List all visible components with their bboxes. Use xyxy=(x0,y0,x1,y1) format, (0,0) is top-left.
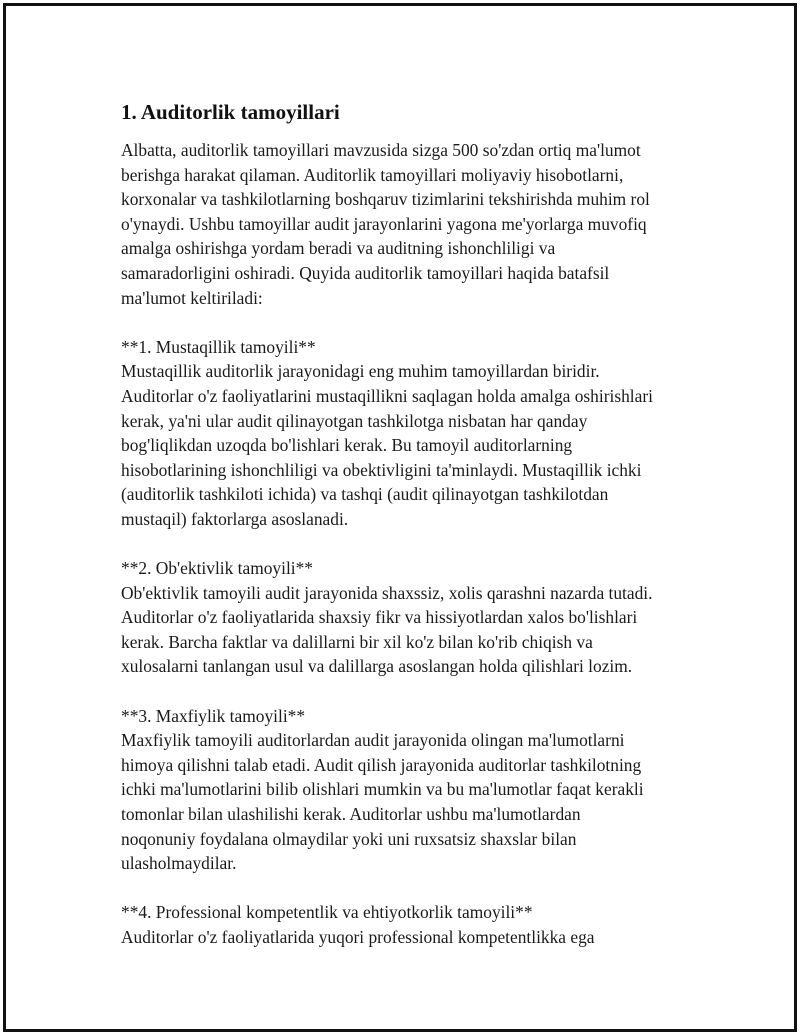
section-body-4: Auditorlar o'z faoliyatlarida yuqori professional kompetentlikka ega xyxy=(121,927,595,947)
page-title: 1. Auditorlik tamoyillari xyxy=(121,100,340,124)
intro-paragraph: Albatta, auditorlik tamoyillari mavzusida sizga 500 so'zdan ortiq ma'lumot berishga harakat qilaman. Auditorlik tamoyillari moliyaviy hisobotlarni, korxonalar va tashkilotlarning boshqaruv tizimlarini tekshirishda muhim rol o'ynaydi. Ushbu tamoyillar audit jarayonlarini yagona me'yorlarga muvofiq amalga oshirishga yordam beradi va auditning ishonchliligi va samaradorligini oshiradi. Quyida auditorlik tamoyillari haqida batafsil ma'lumot keltiriladi: xyxy=(121,140,650,308)
paragraph-spacer xyxy=(121,876,721,901)
section-heading-1: **1. Mustaqillik tamoyili** xyxy=(121,336,316,357)
section-heading-4: **4. Professional kompetentlik va ehtiyotkorlik tamoyili** xyxy=(121,902,533,923)
section-heading-2: **2. Ob'ektivlik tamoyili** xyxy=(121,558,314,579)
page-frame xyxy=(3,3,797,1032)
paragraph-spacer xyxy=(121,310,721,335)
section-body-3: Maxfiylik tamoyili auditorlardan audit jarayonida olingan ma'lumotlarni himoya qilishni talab etadi. Audit qilish jarayonida auditorlar tashkilotning ichki ma'lumotlarini bilib olishlari mumkin va bu ma'lumotlar faqat kerakli tomonlar bilan ulashilishi kerak. Auditorlar ushbu ma'lumotlardan noqonuniy foydalana olmaydilar yoki uni ruxsatsiz shaxslar bilan ulasholmaydilar. xyxy=(121,730,644,874)
document-body xyxy=(121,98,721,950)
section-body-2: Ob'ektivlik tamoyili audit jarayonida shaxssiz, xolis qarashni nazarda tutadi. Auditorlar o'z faoliyatlarida shaxsiy fikr va hissiyotlardan xalos bo'lishlari kerak. Barcha faktlar va dalillarni bir xil ko'z bilan ko'rib chiqish va xulosalarni tanlangan usul va dalillarga asoslangan holda qilishlari lozim. xyxy=(121,582,653,677)
section-heading-3: **3. Maxfiylik tamoyili** xyxy=(121,705,306,726)
section-body-1: Mustaqillik auditorlik jarayonidagi eng muhim tamoyillardan biridir. Auditorlar o'z faoliyatlarini mustaqillikni saqlagan holda amalga oshirishlari kerak, ya'ni ular audit qilinayotgan tashkilotga nisbatan har qanday bog'liqlikdan uzoqda bo'lishlari kerak. Bu tamoyil auditorlarning hisobotlarining ishonchliligi va obektivligini ta'minlaydi. Mustaqillik ichki (auditorlik tashkiloti ichida) va tashqi (audit qilinayotgan tashkilotdan mustaqil) faktorlarga asoslanadi. xyxy=(121,361,653,529)
paragraph-spacer xyxy=(121,679,721,704)
paragraph-spacer xyxy=(121,532,721,557)
